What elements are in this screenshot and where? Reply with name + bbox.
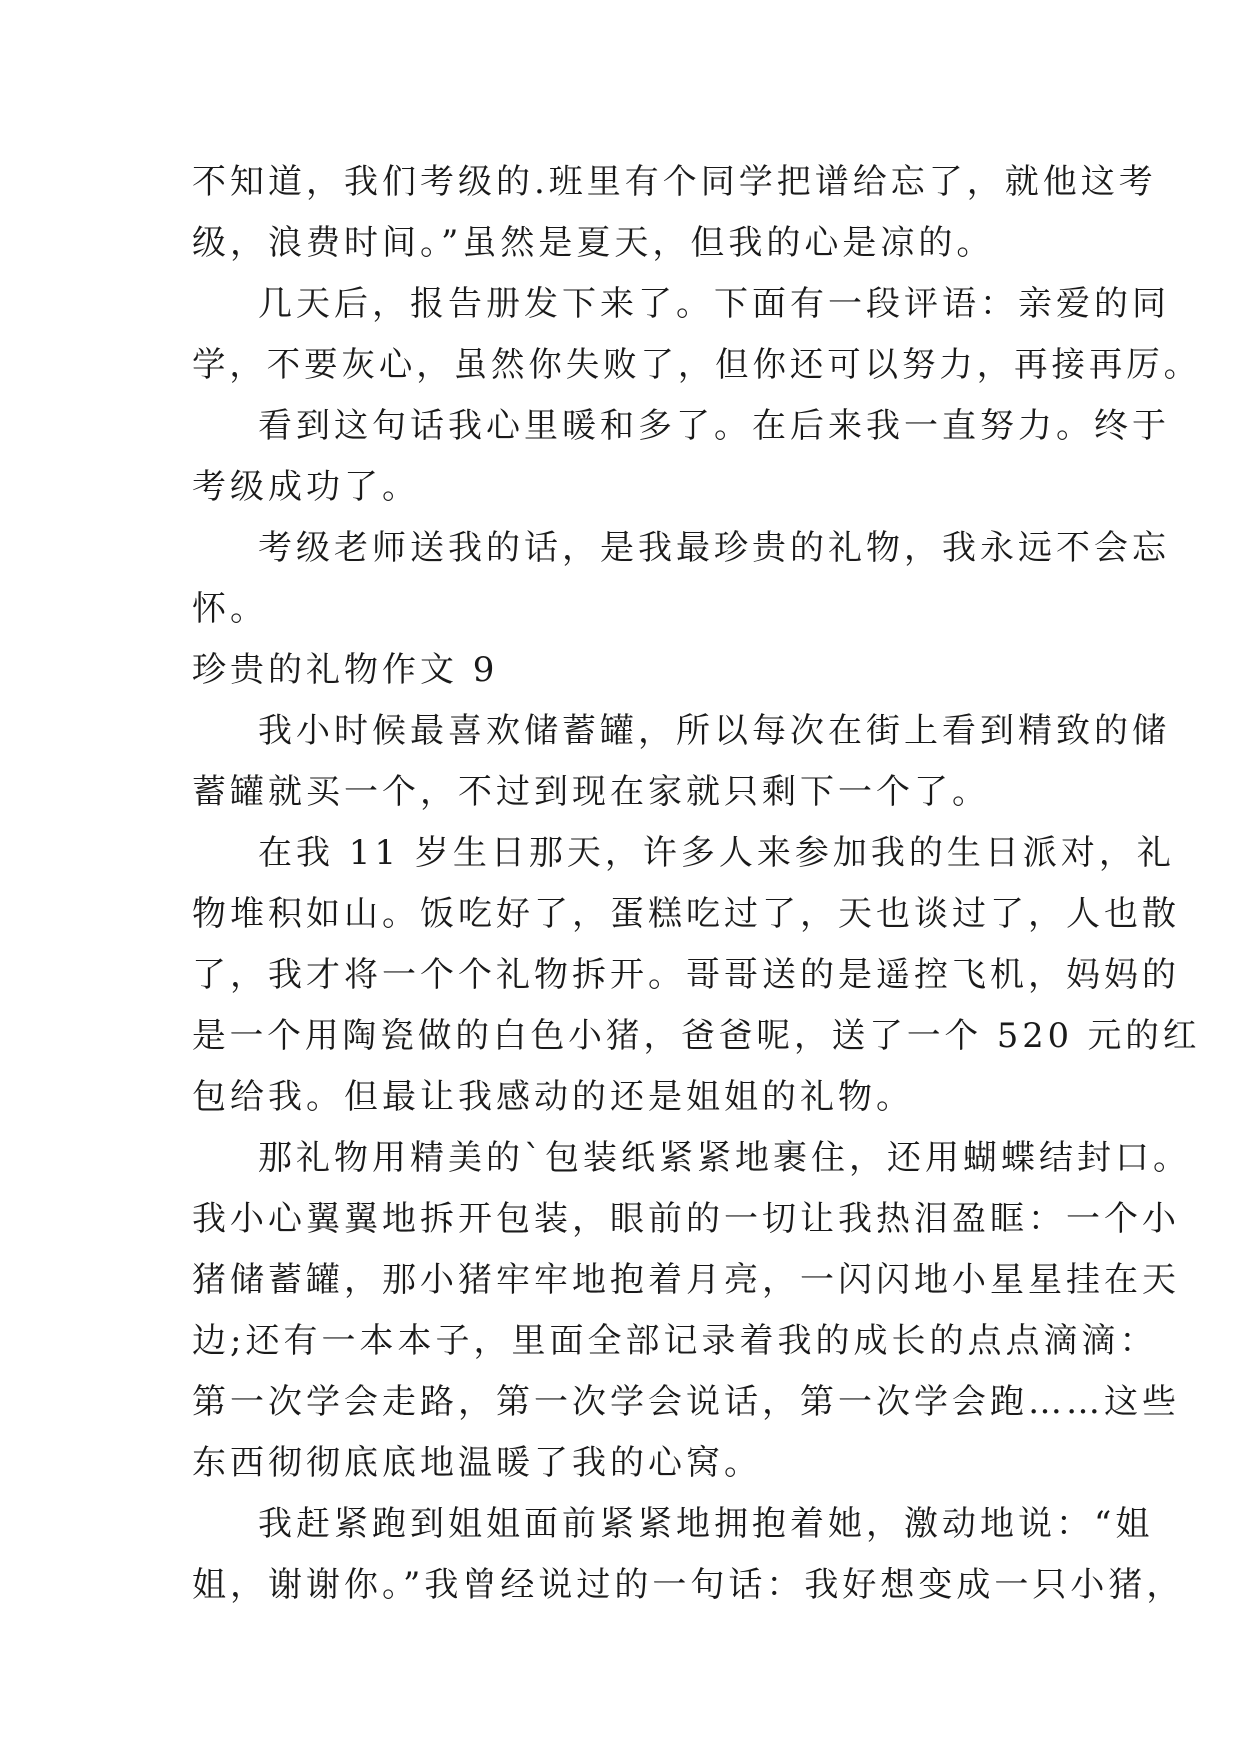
text-line: 包给我。但最让我感动的还是姐姐的礼物。 [192,1077,914,1117]
text-line: 边;还有一本本子，里面全部记录着我的成长的点点滴滴： [192,1321,1158,1361]
paragraph-first-line: 我小时候最喜欢储蓄罐，所以每次在街上看到精致的储 [258,711,1170,751]
text-line: 猪储蓄罐，那小猪牢牢地抱着月亮，一闪闪地小星星挂在天 [192,1260,1180,1300]
paragraph-first-line: 考级老师送我的话，是我最珍贵的礼物，我永远不会忘 [258,528,1170,568]
text-line: 第一次学会走路，第一次学会说话，第一次学会跑……这些 [192,1382,1180,1422]
paragraph-first-line: 几天后，报告册发下来了。下面有一段评语：亲爱的同 [258,284,1170,324]
paragraph-first-line: 那礼物用精美的`包装纸紧紧地裹住，还用蝴蝶结封口。 [258,1138,1191,1178]
text-line: 级，浪费时间。”虽然是夏天，但我的心是凉的。 [192,223,995,263]
text-line: 我小心翼翼地拆开包装，眼前的一切让我热泪盈眶：一个小 [192,1199,1180,1239]
section-title: 珍贵的礼物作文 9 [192,650,499,690]
paragraph-first-line: 看到这句话我心里暖和多了。在后来我一直努力。终于 [258,406,1170,446]
text-line: 怀。 [192,589,268,629]
paragraph-first-line: 我赶紧跑到姐姐面前紧紧地拥抱着她，激动地说：“姐 [258,1504,1154,1544]
text-line: 是一个用陶瓷做的白色小猪，爸爸呢，送了一个 520 元的红 [192,1016,1201,1056]
text-line: 姐，谢谢你。”我曾经说过的一句话：我好想变成一只小猪， [192,1565,1185,1605]
text-line: 考级成功了。 [192,467,420,507]
paragraph-first-line: 在我 11 岁生日那天，许多人来参加我的生日派对，礼 [258,833,1175,873]
text-line: 了，我才将一个个礼物拆开。哥哥送的是遥控飞机，妈妈的 [192,955,1180,995]
text-line: 物堆积如山。饭吃好了，蛋糕吃过了，天也谈过了，人也散 [192,894,1180,934]
text-line: 东西彻彻底底地温暖了我的心窝。 [192,1443,762,1483]
text-line: 学，不要灰心，虽然你失败了，但你还可以努力，再接再厉。 [192,345,1201,385]
text-line: 不知道，我们考级的.班里有个同学把谱给忘了，就他这考 [192,162,1157,202]
text-line: 蓄罐就买一个，不过到现在家就只剩下一个了。 [192,772,990,812]
